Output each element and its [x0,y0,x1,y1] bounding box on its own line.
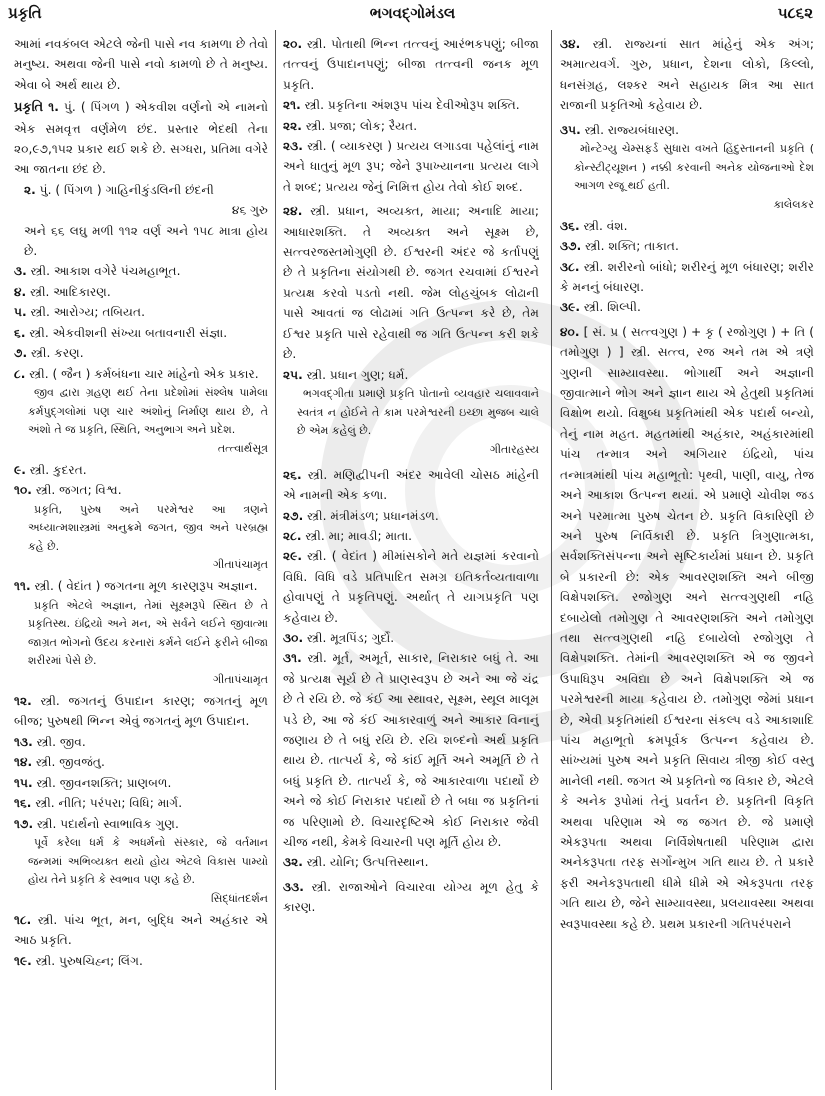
entry-2: ૨. પું. ( પિંગળ ) ગાહિનીકુંડલિની છંદની ૪૬ ગુરુ અને ૬૬ લઘુ મળી ૧૧૨ વર્ણ અને ૧૫૮ માત્રા હોય છે. [24,182,268,259]
entry-24: ૨૪. સ્ત્રી. પ્રધાન, અવ્યક્ત, માયા; અનાદિ માયા; આધારશક્તિ. તે અવ્યક્ત અને સૂક્ષ્મ છે, સત્ત્વરજસ્તમોગુણી છે. ઈશ્વરની અંદર જે કર્તાપણું છે તે પ્રકૃતિના સંયોગથી છે. જગત રચવામાં ઈશ્વરને પ્રત્યક્ષ કરવો પડતો નથી. જેમ લોહચુંબક લોઢાની પાસે આવતાં જ લોઢામાં ગતિ ઉત્પન્ન કરે છે, તેમ ઈશ્વર પ્રકૃતિ પાસે રહેવાથી જ ગતિ ઉત્પન્ન કરી શકે છે. [283,204,539,362]
entry-38: ૩૮. સ્ત્રી. શરીરનો બાંધો; શરીરનું મૂળ બંધારણ; શરીર કે મનનું બંધારણ. [560,259,814,295]
citation-source: સિદ્ધાંતદર્શન [211,891,268,905]
entry-32: ૩૨. સ્ત્રી. યોનિ; ઉત્પત્તિસ્થાન. [283,855,429,870]
entry-26: ૨૬. સ્ત્રી. મણિદ્વીપની અંદર આવેલી ચોસઠ માંહેની એ નામની એક કળા. [283,467,539,503]
entry-33: ૩૩. સ્ત્રી. રાજાઓને વિચારવા યોગ્ય મૂળ હેતુ કે કારણ. [283,879,539,915]
column-1 [14,34,268,1090]
citation-quote: જીવ દ્વારા ગ્રહણ થઈ તેના પ્રદેશોમાં સંશ્લેષ પામેલા કર્મપુદ્ગલોમાં પણ ચાર અંશોનું નિર્માણ થાય છે, તે અંશો તે જ પ્રકૃતિ, સ્થિતિ, અનુભાગ અને પ્રદેશ. [28,385,268,437]
entry-39: ૩૯. સ્ત્રી. શિલ્પી. [560,300,641,315]
entry-16: ૧૬. સ્ત્રી. નીતિ; પરંપરા; વિધિ; માર્ગ. [14,796,183,811]
entry-28: ૨૮. સ્ત્રી. મા; માવડી; માતા. [283,528,413,543]
entry-25: ૨૫. સ્ત્રી. પ્રધાન ગુણ; ધર્મ. [283,367,409,382]
entry-17: ૧૭. સ્ત્રી. પદાર્થનો સ્વાભાવિક ગુણ. [14,816,179,831]
dictionary-body [0,34,825,1094]
page-header [0,2,825,28]
entry-40: ૪૦. [ સં. પ્ર ( સત્ત્વગુણ ) + કૃ ( રજોગુણ ) + તિ ( તમોગુણ ) ] સ્ત્રી. સત્ત્વ, રજ અને તમ એ ત્રણે ગુણની સામ્યાવસ્થા. ભોગાર્થી અને અજ્ઞાની જીવાત્માને ભોગ અને જ્ઞાન થાય એ હેતુથી પ્રકૃતિમાં વિક્ષોભ થયો. વિક્ષુબ્ધ પ્રકૃતિમાંથી એક પદાર્થ બન્યો, તેનું નામ મહત. મહતમાંથી અહંકાર, અહંકારમાંથી પાંચ તન્માત્ર અને અગિયાર ઇંદ્રિયો, પાંચ તન્માત્રમાંથી પાંચ મહાભૂતો: પૃથ્વી, પાણી, વાયુ, તેજ અને આકાશ ઉત્પન્ન થયાં. એ પ્રમાણે ચોવીશ જડ અને પરમાત્મા પુરુષ ચેતન છે. પ્રકૃતિ વિકારિણી છે અને પુરુષ નિર્વિકારી છે. પ્રકૃતિ ત્રિગુણાત્મકા, સર્વશક્તિસંપન્ના અને સૃષ્ટિકાર્યમાં પ્રધાન છે. પ્રકૃતિ બે પ્રકારની છે: એક આવરણશક્તિ અને બીજી વિક્ષેપશક્તિ. રજોગુણ અને સત્ત્વગુણથી નહિ દબાયેલો તમોગુણ તે આવરણશક્તિ અને તમોગુણ તથા સત્ત્વગુણથી નહિ દબાયેલો રજોગુણ તે વિક્ષેપશક્તિ. તેમાંની આવરણશક્તિ એ જ જીવને ઉપાધિરૂપ અવિદ્યા છે અને વિક્ષેપશક્તિ એ જ પરમેશ્વરની માયા કહેવાય છે. તમોગુણ જેમાં પ્રધાન છે, એવી પ્રકૃતિમાંથી ઈશ્વરના સંકલ્પ વડે આકાશાદિ પાંચ મહાભૂતો ક્રમપૂર્વક ઉત્પન્ન કહેવાય છે. સાંખ્યમાં પુરુષ અને પ્રકૃતિ સિવાય ત્રીજી કોઈ વસ્તુ માનેલી નથી. જગત એ પ્રકૃતિનો જ વિકાર છે, એટલે કે અનેક રૂપોમાં તેનું પ્રવર્તન છે. પ્રકૃતિની વિકૃતિ અથવા પરિણામ એ જ જગત છે. જે પ્રમાણે એકરૂપતા અથવા નિર્વિશેષતાથી પરિણામ દ્વારા અનેકરૂપતા તરફ સર્ગોન્મુખ ગતિ થાય છે. તે પ્રકારે ફરી અનેકરૂપતાથી ધીમે ધીમે એ એકરૂપતા તરફ ગતિ થાય છે, જેને સામ્યાવસ્થા, પ્રલયાવસ્થા અથવા સ્વરૂપાવસ્થા કહે છે. પ્રથમ પ્રકારની ગતિપરંપરાને [560,324,814,931]
book-title: ભગવદ્ગોમંડલ [369,4,456,22]
entry-36: ૩૬. સ્ત્રી. વંશ. [560,218,628,233]
entry-15: ૧૫. સ્ત્રી. જીવનશક્તિ; પ્રાણબળ. [14,775,172,790]
entry-20: ૨૦. સ્ત્રી. પોતાથી ભિન્ન તત્ત્વનું આરંભકપણું; બીજા તત્ત્વનું ઉપાદાનપણું; બીજા તત્ત્વની જનક મૂળ પ્રકૃતિ. [283,37,539,92]
citation-quote: ભગવદ્ગીતા પ્રમાણે પ્રકૃતિ પોતાનો વ્યવહાર ચલાવવાને સ્વતંત્ર ન હોઈને તે કામ પરમેશ્વરની ઇચ્છા મુજબ ચાલે છે એમ કહેલું છે. [297,386,539,438]
entry-29: ૨૯. સ્ત્રી. ( વેદાંત ) મીમાંસકોને મતે યજ્ઞમાં કરવાનો વિધિ. વિધિ વડે પ્રતિપાદિત સમગ્ર ઇતિકર્તવ્યતાવાળા હોવાપણું તે પ્રકૃતિપણું. અર્થાત્ તે યાગપ્રકૃતિ પણ કહેવાય છે. [283,549,539,625]
entry-37: ૩૭. સ્ત્રી. શક્તિ; તાકાત. [560,239,679,254]
entry-9: ૯. સ્ત્રી. કુદરત. [14,462,87,477]
page-number: ૫૮૬૨ [777,4,813,22]
citation-source: કાલેલકર [773,197,814,211]
column-2 [283,34,539,1090]
entry-13: ૧૩. સ્ત્રી. જીવ. [14,734,86,749]
entry-34: ૩૪. સ્ત્રી. રાજ્યનાં સાત માંહેનું એક અંગ; અમાત્યવર્ગ. ગુરુ, પ્રધાન, દેશના લોકો, કિલ્લો, ધનસંગ્રહ, લશ્કર અને સહાયક મિત્ર આ સાત રાજાની પ્રકૃતિઓ કહેવાય છે. [560,37,814,113]
citation-source: ગીતાપંચામૃત [213,673,268,687]
entry-continuation: આમાં નવકંબલ એટલે જેની પાસે નવ કામળા છે તેવો મનુષ્ય. અથવા જેની પાસે નવો કામળો છે તે મનુષ્ય. એવા બે અર્થ થાય છે. [14,37,268,92]
entry-21: ૨૧. સ્ત્રી. પ્રકૃતિના અંશરૂપ પાંચ દેવીઓરૂપ શક્તિ. [283,98,520,113]
citation-quote: પૂર્વે કરેલા ધર્મ કે અધર્મનો સંસ્કાર, જે વર્તમાન જન્મમાં અભિવ્યક્ત થયો હોય એટલે વિકાસ પામ્યો હોય તેને પ્રકૃતિ કે સ્વભાવ પણ કહે છે. [28,835,268,887]
citation-source: તત્ત્વાર્થસૂત્ર [217,441,268,455]
entry-12: ૧૨. સ્ત્રી. જગતનું ઉપાદાન કારણ; જગતનું મૂળ બીજ; પુરુષથી ભિન્ન એવું જગતનું મૂળ ઉપાદાન. [14,694,268,729]
entry-5: ૫. સ્ત્રી. આરોગ્ય; તબિયત. [14,305,145,320]
entry-8: ૮. સ્ત્રી. ( જૈન ) કર્મબંધના ચાર માંહેનો એક પ્રકાર. [14,366,259,381]
citation-quote: મોન્ટેગ્યુ ચેમ્સફર્ડ સુધારા વખતે હિંદુસ્તાનની પ્રકૃતિ ( કોન્સ્ટીટ્યૂશન ) નક્કી કરવાની અનેક યોજનાઓ દેશ આગળ રજૂ થઈ હતી. [574,142,814,193]
entry-4: ૪. સ્ત્રી. આદિકારણ. [14,284,111,299]
entry-7: ૭. સ્ત્રી. કરણ. [14,346,84,361]
entry-19: ૧૯. સ્ત્રી. પુરુષચિહ્ન; લિંગ. [14,953,143,968]
entry-3: ૩. સ્ત્રી. આકાશ વગેરે પંચમહાભૂત. [14,264,181,279]
citation-quote: પ્રકૃતિ એટલે અજ્ઞાન, તેમાં સૂક્ષ્મરૂપે સ્થિત છે તે પ્રકૃતિસ્થ. ઇંદ્રિયો અને મન, એ સર્વને લઈને જીવાત્મા જાગ્રત ભોગનો ઉદય કરનારાં કર્મને લઈને ફરીને બીજા શરીરમાં પેસે છે. [28,598,268,668]
entry-1: પ્રકૃતિ ૧. પું. ( પિંગળ ) એકવીશ વર્ણનો એ નામનો એક સમવૃત્ત વર્ણમેળ છંદ. પ્રસ્તાર ભેદથી તેના ૨૦,૯૭,૧૫૨ પ્રકાર થઈ શકે છે. સગ્ધરા, પ્રતિમા વગેરે આ જાતના છંદ છે. [14,100,268,177]
running-head-left: પ્રકૃતિ [8,4,42,22]
entry-10: ૧૦. સ્ત્રી. જગત; વિશ્વ. [14,483,122,498]
column-3 [560,34,814,1090]
headword: પ્રકૃતિ [14,100,44,116]
citation-source: ગીતારહસ્ય [489,442,539,456]
citation-quote: પ્રકૃતિ, પુરુષ અને પરમેશ્વર આ ત્રણને અધ્યાત્મશાસ્ત્રમાં અનુક્રમે જગત, જીવ અને પરબ્રહ્મ કહે છે. [28,502,268,553]
citation-source: ગીતાપંચામૃત [213,558,268,572]
entry-30: ૩૦. સ્ત્રી. મૂત્રપિંડ; ગુર્દો. [283,630,395,645]
entry-22: ૨૨. સ્ત્રી. પ્રજા; લોક; રૈયત. [283,118,418,133]
entry-23: ૨૩. સ્ત્રી. ( વ્યાકરણ ) પ્રત્યય લગાડવા પહેલાંનું નામ અને ધાતુનું મૂળ રૂપ; જેને રૂપાખ્યાનના પ્રત્યય લાગે તે શબ્દ; પ્રત્યય જેનું નિમિત્ત હોય તેવો કોઈ શબ્દ. [283,139,539,194]
entry-31: ૩૧. સ્ત્રી. મૂર્ત, અમૂર્ત, સાકાર, નિરાકાર બધું તે. આ જે પ્રત્યક્ષ સૂર્ય છે તે પ્રાણસ્વરૂપ છે અને આ જે ચંદ્ર છે તે રયિ છે. જે કંઈ આ સ્થાવર, સૂક્ષ્મ, સ્થૂલ માલૂમ પડે છે, આ જે કંઈ આકારવાળું અને આકાર વિનાનું જણાય છે તે બધું રયિ છે. રયિ શબ્દનો અર્થ પ્રકૃતિ થાય છે. તાત્પર્ય કે, જે કાંઈ મૂર્તિ અને અમૂર્તિ છે તે બધું પ્રકૃતિ છે. તાત્પર્ય કે, જે આકારવાળા પદાર્થો છે અને જે કોઈ નિરાકાર પદાર્થો છે તે બધા જ પ્રકૃતિનાં જ પરિણામો છે. વિચારદૃષ્ટિએ કોઈ નિરાકાર જેવી ચીજ નથી, કેમકે વિચારની પણ મૂર્તિ હોય છે. [283,651,539,849]
entry-18: ૧૮. સ્ત્રી. પાંચ ભૂત, મન, બુદ્ધિ અને અહંકાર એ આઠ પ્રકૃતિ. [14,912,268,948]
entry-11: ૧૧. સ્ત્રી. ( વેદાંત ) જગતના મૂળ કારણરૂપ અજ્ઞાન. [14,579,258,594]
entry-6: ૬. સ્ત્રી. એકવીશની સંખ્યા બતાવનારી સંજ્ઞા. [14,325,228,340]
entry-14: ૧૪. સ્ત્રી. જીવજંતુ. [14,755,105,770]
entry-27: ૨૭. સ્ત્રી. મંત્રીમંડળ; પ્રધાનમંડળ. [283,508,439,523]
entry-35: ૩૫. સ્ત્રી. રાજ્યબંધારણ. [560,122,680,137]
